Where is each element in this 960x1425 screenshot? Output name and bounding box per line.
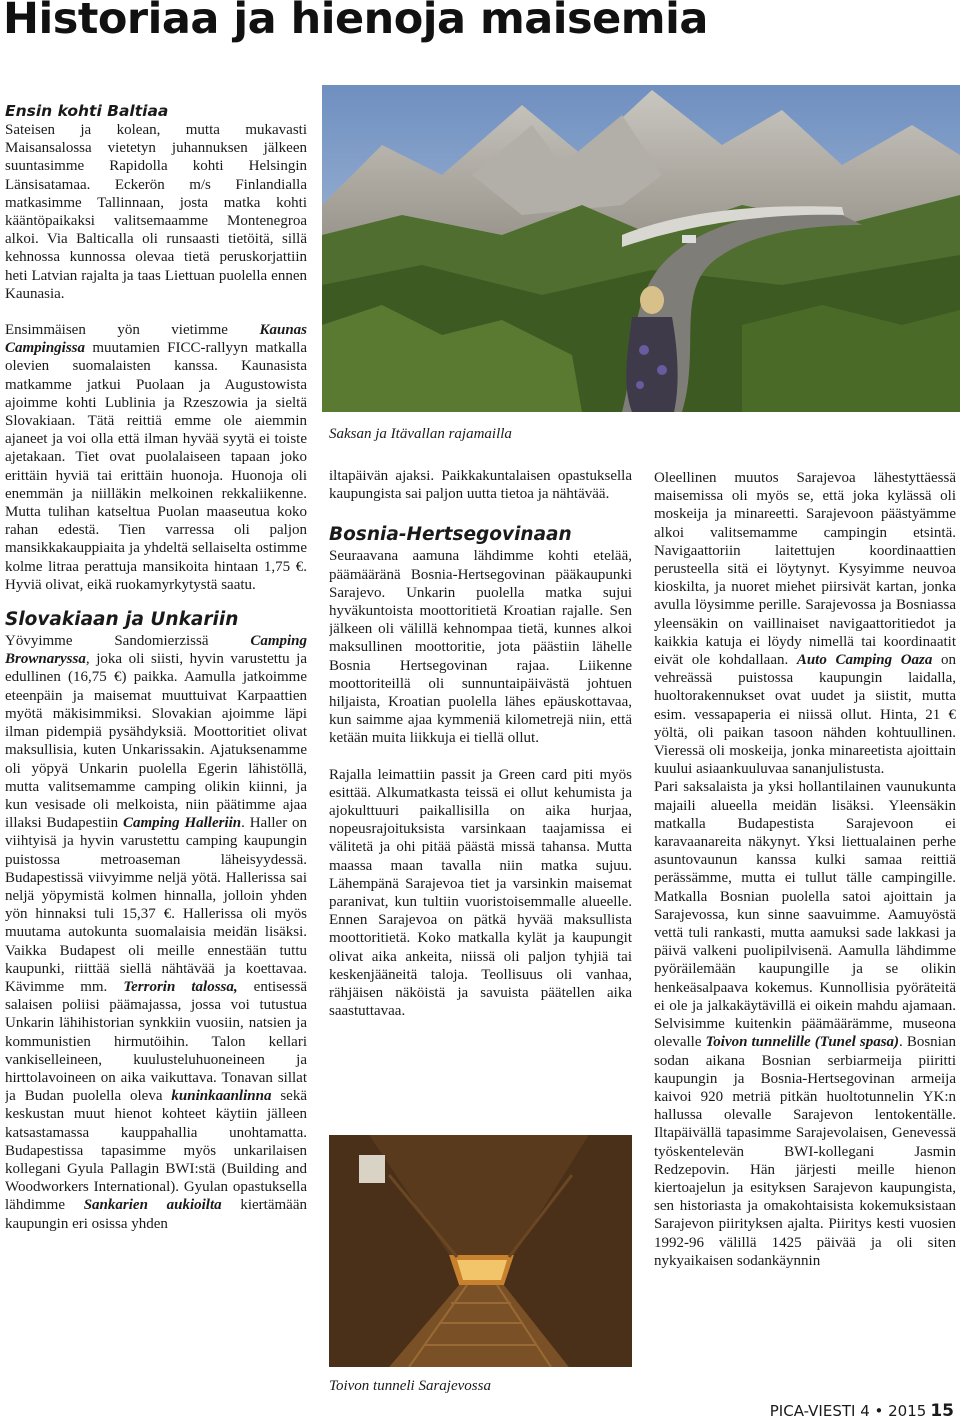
paragraph: Ensimmäisen yön vietimme Kaunas Campingissa muutamien FICC-rallyyn matkalla olevien suomalaisten kanssa. Kaunasista matkamme jatkui Puolaan ja Augustowista ajoimme kohti Lublinia ja Rzeszowia ja sieltä Slovakiaan. Tätä reittiä emme ole aiemmin ajaneet ja voi olla että ilman hyvää syytä ei toiste ajetakaan. Tiet ovat puolalaiseen tapaan joko erittäin hyviä tai erittäin huonoja. Huonoja oli enemmän ja niilläkin melkoinen rekkaliikenne. Mutta tulihan katseltua Puolan maaseutua koko rahan edestä. Tien varressa oli paljon mansikkakauppiaita ja yhdeltä sellaiselta ostimme kolme litraa perattuja mansikoita hintaan 1,75 €. Hyviä olivat, eikä ruokamyrkytystä saatu. <box>5 322 307 593</box>
paragraph: Seuraavana aamuna lähdimme kohti etelää, päämääränä Bosnia-Hertsegovinan pääkaupunki Sarajevo. Unkarin puolella matka sujui hyväkuntoista moottoritietä Kroatian rajalle. Sen jälkeen oli välillä kehnompaa tietä, kunnes alkoi maksullinen moottoritie, jota päästiin lähelle Bosnia Hertsegovinan rajaa. Liikenne moottoriteillä oli sunnuntaipäivästä johtuen hiljaista, Kroatian puolella lähes epäuskottavaa, kun saimme ajaa kymmeniä kilometrejä niin, että ketään muita liikkuja ei tiellä ollut. <box>329 548 632 747</box>
paragraph: Yövyimme Sandomierzissä Camping Brownaryssa, joka oli siisti, hyvin varustettu ja edullinen (16,75 €) paikka. Aamulla jatkoimme eteenpäin ja maisemat muuttuivat Karpaattien myötä mäkisimmiksi. Slovakian ajoimme läpi ilman pidempiä pysähdyksiä. Moottoritiet olivat maksullisia, kuten Unkarissakin. Ajatuksenamme oli yöpyä Unkarin puolella Egerin lähistöllä, mutta valitsemamme camping olikin kiinni, ja kun vesisade oli melkoista, niin päätimme ajaa illaksi Budapestiin Camping Halleriin. Haller on viihtyisä ja hyvin varustettu camping kaupungin puistossa metroaseman läheisyydessä. Budapestissä viivyimme neljä yötä. Hallerissa sai neljä yöpymistä kolmen hinnalla, jolloin yhden yön hinnaksi tuli 15,37 €. Hallerissa oli myös muutama autokunta suomalaisia meidän lisäksi. Vaikka Budapest oli meille ennestään tuttu kaupunki, riittää siellä nähtävää ja koettavaa. Kävimme mm. Terrorin talossa, entisessä salaisen poliisi päämajassa, jossa voi tutustua Unkarin lähihistorian synkkiin vuosiin, natsien ja kommunistien hirmutöihin. Talon kellari vankiselleineen, kuulusteluhuoneineen ja hirttolavoineen on aika vaikuttava. Tonavan sillat ja Budan puolella oleva kuninkaanlinna sekä keskustan muut hienot kohteet käytiin jälleen katsastamassa kauppahallia unohtamatta. Budapestissa tapasimme myös unkarilaisen kollegani Gyula Pallagin BWI:stä (Building and Woodworkers International). Gyulan opastuksella lähdimme Sankarien aukioilta kiertämään kaupungin eri osissa yhden <box>5 633 307 1232</box>
paragraph: Pari saksalaista ja yksi hollantilainen vaunukunta majaili alueella meidän lisäksi. Yleensäkin matkalla Budapestista Sarajevoon ei karavaanareita näkynyt. Yksi liettualainen perhe asuntovaunun kanssa kulki samaa reittiä perässämme, mutta ei tullut tälle campingille. Matkalla Bosnian puolella satoi ajoittain ja Sarajevossa, kun sinne saavuimme. Aamuyöstä vettä tuli rankasti, mutta aamuksi sade lakkasi ja päivä valkeni puolipilvisenä. Aamulla lähdimme pyöräilemään kaupungille ja se olikin henkeäsalpaava kokemus. Kunnollisia pyöräteitä ei ole ja jalkakäytävillä ei oikein mahdu ajamaan. Selvisimme kuitenkin päämäärämme, museona olevalle Toivon tunnelille (Tunel spasa). Bosnian sodan aikana Bosnian serbiarmeija piiritti kaupungin ja Bosnia-Hertsegovinan armeija kaivoi 920 metriä pitkän huoltotunnelin YK:n hallussa olevalle Sarajevon lentokentälle. Iltapäivällä tapasimme Sarajevolaisen, Genevessä työskentelevän BWI-kollegani Jasmin Redzepovin. Hän järjesti meille hienon kiertoajelun ja esityksen Sarajevon kaupungista, sen historiasta ja omakohtaisista kokemuksistaan Sarajevon piirityksen ajalta. Piiritys kesti vuosien 1992-96 välillä 1425 päivää ja oli siten nykyaikaisen sodankäynnin <box>654 779 956 1269</box>
magazine-issue: PICA-VIESTI 4 • 2015 <box>769 1402 927 1420</box>
paragraph: Sateisen ja kolean, mutta mukavasti Maisansalossa vietetyn juhannuksen jälkeen suuntasimme Rapidolla kohti Helsingin Länsisatamaa. Eckerön m/s Finlandialla matkasimme Tallinnaan, josta matka kohti kääntöpaikaksi valitsemaamme Montenegroa alkoi. Via Balticalla oli runsaasti tietöitä, sillä kehnossa kunnossa olevaa tietä peruskorjattiin heti Latvian rajalta ja taas Liettuan puolella ennen Kaunasia. <box>5 122 307 302</box>
section-heading-baltia: Ensin kohti Baltiaa <box>5 102 169 120</box>
mountain-road-photo <box>322 85 960 412</box>
paragraph: Rajalla leimattiin passit ja Green card piti myös esittää. Alkumatkasta teissä ei ollut kehumista ja ajokulttuuri paikallisilla on aika hurjaa, nopeusrajoituksista varsinkaan taajamissa ei välitetä ja ohi pitää päästä missä tahansa. Mutta maassa maan tavalla niin matka sujuu. Lähempänä Sarajevoa tiet ja varsinkin maisemat paranivat, kun tultiin vuoristoisemmalle alueelle. Ennen Sarajevoa on pätkä hyvää maksullista moottoritietä. Koko matkalla kylät ja kaupungit olivat aika ankeita, niissä oli paljon tyhjiä tai keskenjääneitä taloja. Teollisuus oli vanhaa, rähjäisen näköistä ja savuista päätellen aika saastuttavaa. <box>329 766 632 1020</box>
photo-caption-mountains: Saksan ja Itävallan rajamailla <box>329 426 512 442</box>
photo-caption-tunnel: Toivon tunneli Sarajevossa <box>329 1378 491 1394</box>
paragraph: iltapäivän ajaksi. Paikkakuntalaisen opastuksella kaupungista sai paljon uutta tietoa ja nähtävää. <box>329 468 632 503</box>
page-number: 15 <box>930 1401 954 1421</box>
paragraph: Oleellinen muutos Sarajevoa lähestyttäessä maisemissa oli myös se, että joka kylässä oli moskeija ja minareetti. Sarajevoon päästyämme alkoi valitsemamme campingin etsintä. Navigaattoriin laitettujen koordinaattien perusteella sitä ei löytynyt. Kysyimme neuvoa kioskilta, ja nuoret miehet piirsivät kartan, jonka avulla löysimme perille. Sarajevossa ja Bosniassa yleensäkin on vaillinaiset navigaattoritiedot ja kaikkia katuja ei löydy nimellä tai koordinaatit eivät ole kohdallaan. Auto Camping Oaza on vehreässä puistossa kaupungin laidalla, huoltorakennukset ovat uudet ja siistit, mutta esim. vessapaperia ei niissä ollut. Hinta, 21 € yöltä, oli paikan tasoon nähden kohtuullinen. Vieressä oli moskeija, jonka minareetista ajoittain kuului asiaankuuluvaa sananjulistusta. <box>654 470 956 778</box>
page-footer <box>770 1401 954 1421</box>
tunnel-photo <box>329 1135 632 1367</box>
section-heading-bosnia: Bosnia-Hertsegovinaan <box>329 524 572 546</box>
section-heading-slovakia: Slovakiaan ja Unkariin <box>5 609 239 631</box>
page-title: Historiaa ja hienoja maisemia <box>3 0 708 44</box>
article-column-3 <box>654 469 956 1401</box>
article-column-2 <box>329 467 632 1132</box>
article-column-1 <box>5 101 307 1423</box>
